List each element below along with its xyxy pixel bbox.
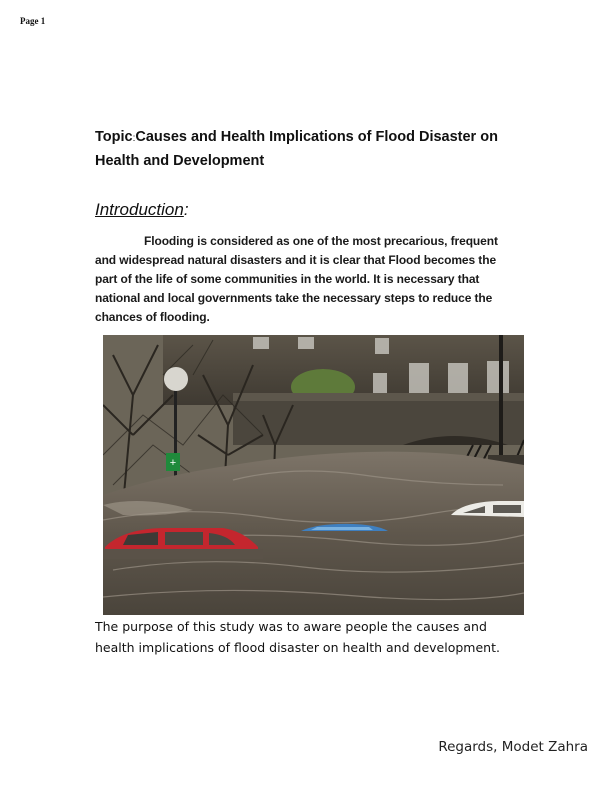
topic-title: Causes and Health Implications of Flood Disaster on Health and Development: [95, 129, 498, 169]
green-sign-text: +: [169, 457, 177, 469]
document-title: [95, 126, 535, 173]
stone-bridge: [233, 397, 524, 445]
topic-colon: :: [132, 133, 136, 144]
introduction-heading-colon: :: [183, 200, 189, 219]
introduction-heading-text: Introduction: [95, 200, 184, 219]
purpose-statement: The purpose of this study was to aware people the causes and health implications of flood disaster on health and development.: [95, 619, 500, 655]
topic-label: Topic: [95, 129, 133, 145]
signature: Regards, Modet Zahra: [438, 739, 588, 755]
introduction-paragraph: Flooding is considered as one of the most precarious, frequent and widespread natural disasters and it is clear that Flood becomes the part of the life of some communities in the world. It is necessary that national and local governments take the necessary steps to reduce the chances of flooding.: [95, 234, 498, 324]
page-number: Page 1: [20, 16, 46, 26]
flood-photo: [103, 335, 524, 615]
introduction-heading: [95, 200, 189, 220]
